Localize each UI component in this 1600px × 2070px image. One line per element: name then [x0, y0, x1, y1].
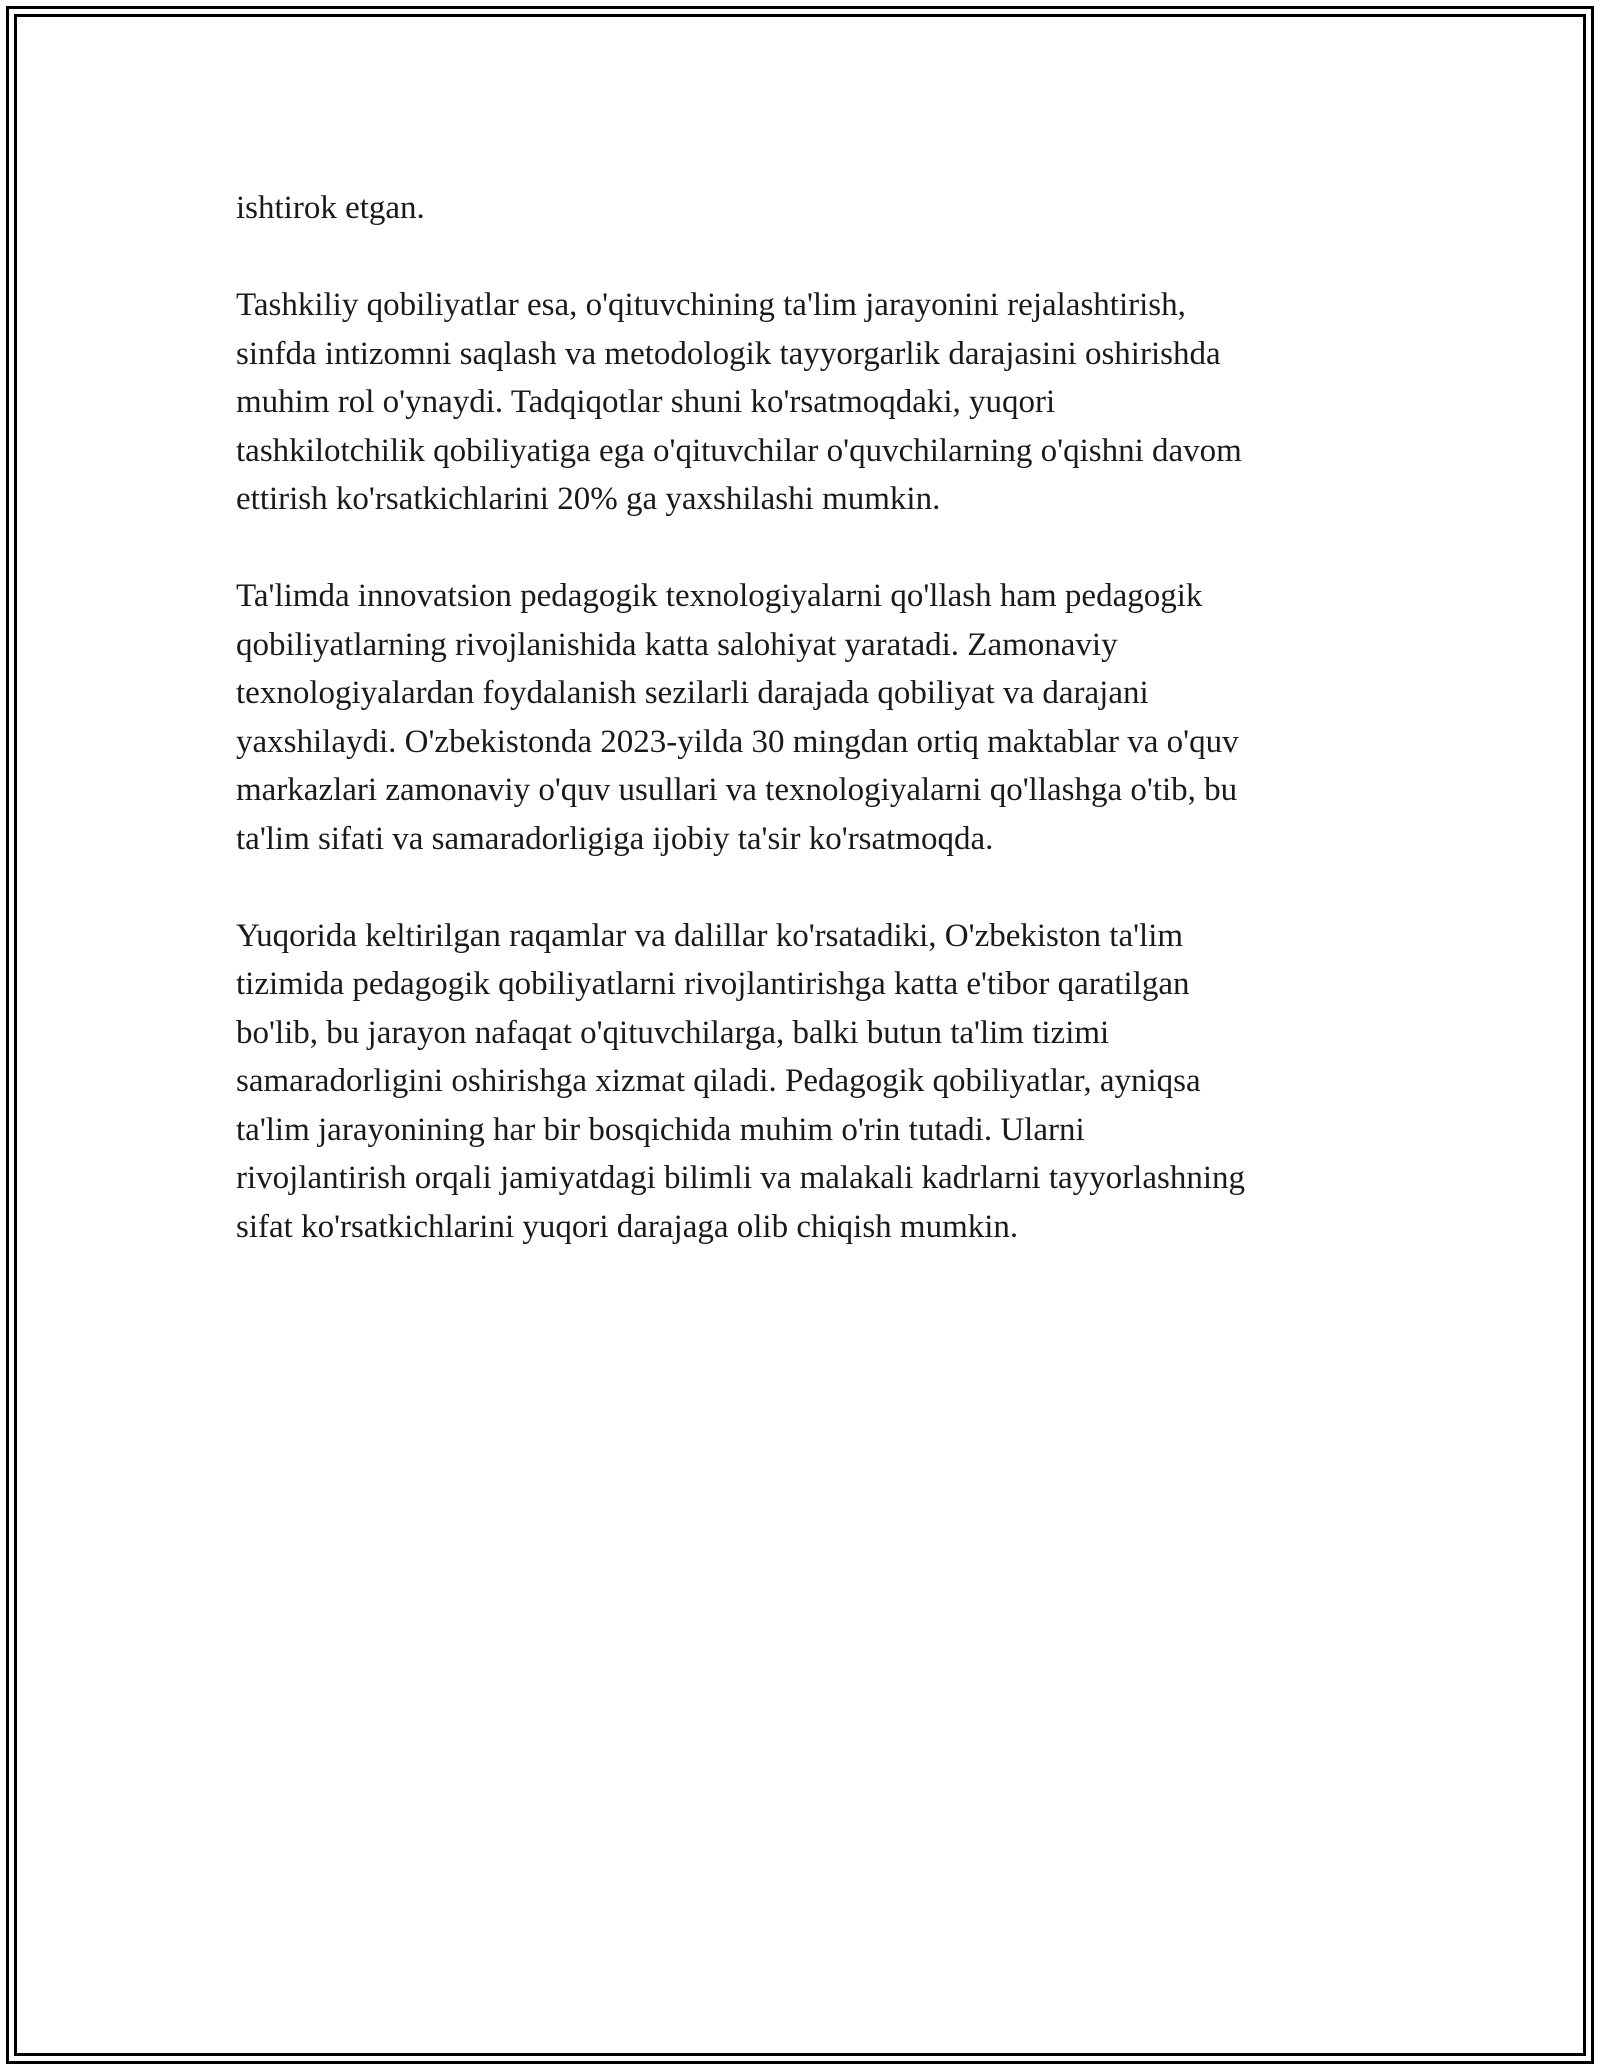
paragraph-continuation: ishtirok etgan.	[236, 190, 425, 226]
document-body	[236, 184, 1364, 1300]
paragraph-organizational-abilities: Tashkiliy qobiliyatlar esa, o'qituvchining ta'lim jarayonini rejalashtirish, sinfda intizomni saqlash va metodologik tayyorgarlik darajasini oshirishda muhim rol o'ynaydi. Tadqiqotlar shuni ko'rsatmoqdaki, yuqori tashkilotchilik qobiliyatiga ega o'qituvchilar o'quvchilarning o'qishni davom ettirish ko'rsatkichlarini 20% ga yaxshilashi mumkin.	[236, 287, 1242, 517]
paragraph-innovative-technologies: Ta'limda innovatsion pedagogik texnologiyalarni qo'llash ham pedagogik qobiliyatlarning rivojlanishida katta salohiyat yaratadi. Zamonaviy texnologiyalardan foydalanish sezilarli darajada qobiliyat va darajani yaxshilaydi. O'zbekistonda 2023-yilda 30 mingdan ortiq maktablar va o'quv markazlari zamonaviy o'quv usullari va texnologiyalarni qo'llashga o'tib, bu ta'lim sifati va samaradorligiga ijobiy ta'sir ko'rsatmoqda.	[236, 578, 1239, 857]
paragraph-conclusion: Yuqorida keltirilgan raqamlar va dalillar ko'rsatadiki, O'zbekiston ta'lim tizimida pedagogik qobiliyatlarni rivojlantirishga katta e'tibor qaratilgan bo'lib, bu jarayon nafaqat o'qituvchilarga, balki butun ta'lim tizimi samaradorligini oshirishga xizmat qiladi. Pedagogik qobiliyatlar, ayniqsa ta'lim jarayonining har bir bosqichida muhim o'rin tutadi. Ularni rivojlantirish orqali jamiyatdagi bilimli va malakali kadrlarni tayyorlashning sifat ko'rsatkichlarini yuqori darajaga olib chiqish mumkin.	[236, 917, 1245, 1245]
